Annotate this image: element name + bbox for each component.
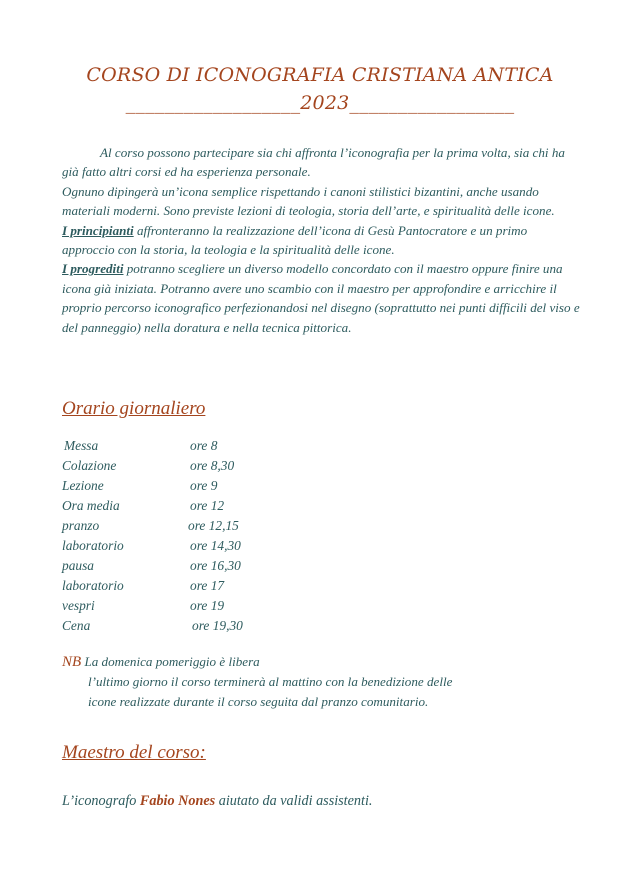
schedule-heading: Orario giornaliero: [62, 398, 206, 419]
beginners-paragraph: [62, 221, 582, 260]
schedule-activity: Colazione: [62, 458, 117, 473]
beginners-label: I principianti: [62, 222, 134, 238]
teacher-line: [62, 793, 372, 810]
notes-line: icone realizzate durante il corso seguita dal pranzo comunitario.: [88, 693, 429, 709]
schedule-time: ore 16,30: [190, 558, 241, 573]
schedule-row: [62, 438, 362, 458]
schedule-time: ore 8: [190, 438, 218, 453]
schedule-row: [62, 618, 362, 638]
schedule-row: [62, 558, 362, 578]
schedule-activity: vespri: [62, 598, 95, 613]
advanced-label: I progrediti: [62, 261, 124, 277]
intro-section: [62, 143, 582, 337]
schedule-time: ore 19,30: [192, 618, 243, 633]
notes-line: [62, 652, 582, 672]
schedule-activity: Messa: [64, 438, 99, 453]
beginners-text: affronteranno la realizzazione dell’icona di Gesù Pantocratore e un primo approccio con la storia, la teologia e la spiritualità delle icone.: [62, 222, 528, 258]
schedule-row: [62, 578, 362, 598]
schedule-row: [62, 498, 362, 518]
schedule-activity: Lezione: [62, 478, 104, 493]
teacher-name: Fabio Nones: [139, 793, 216, 809]
schedule-activity: Cena: [62, 618, 91, 633]
course-year-line: __________________2023_________________: [125, 92, 515, 114]
schedule-time: ore 9: [190, 478, 218, 493]
schedule-row: [62, 478, 362, 498]
schedule-activity: pranzo: [62, 518, 100, 533]
advanced-paragraph: [62, 259, 582, 337]
teacher-heading: Maestro del corso:: [62, 742, 206, 763]
teacher-prefix: L’iconografo: [62, 793, 140, 809]
teacher-suffix: aiutato da validi assistenti.: [215, 793, 373, 809]
notes-section: [62, 652, 582, 711]
schedule-row: [62, 538, 362, 558]
schedule-table: [62, 438, 362, 638]
schedule-row: [62, 518, 362, 538]
schedule-row: [62, 598, 362, 618]
schedule-time: ore 19: [190, 598, 225, 613]
schedule-time: ore 12: [190, 498, 225, 513]
schedule-activity: pausa: [62, 558, 94, 573]
advanced-text: potranno scegliere un diverso modello concordato con il maestro oppure finire una icona già iniziata. Potranno avere uno scambio con il maestro per approfondire e arricchire il proprio percorso iconografico perfezionandosi nel disegno (soprattutto nei punti difficili del viso e del panneggio) nella doratura e nella tecnica pittorica.: [62, 261, 580, 335]
schedule-time: ore 17: [190, 578, 225, 593]
schedule-time: ore 14,30: [190, 538, 241, 553]
schedule-time: ore 12,15: [188, 518, 239, 533]
schedule-row: [62, 458, 362, 478]
notes-line: l’ultimo giorno il corso terminerà al mattino con la benedizione delle: [88, 674, 453, 690]
schedule-activity: laboratorio: [62, 578, 124, 593]
intro-paragraph: Al corso possono partecipare sia chi affronta l’iconografia per la prima volta, sia chi ha già fatto altri corsi ed ha esperienza personale.: [62, 145, 565, 180]
nb-label: NB: [62, 654, 82, 670]
course-title: CORSO DI ICONOGRAFIA CRISTIANA ANTICA: [86, 64, 554, 86]
intro-paragraph-style: Ognuno dipingerà un’icona semplice rispettando i canoni stilistici bizantini, anche usando materiali moderni. Sono previste lezioni di teologia, storia dell’arte, e spiritualità delle icone.: [62, 183, 555, 219]
schedule-activity: laboratorio: [62, 538, 124, 553]
schedule-activity: Ora media: [62, 498, 120, 513]
notes-text: La domenica pomeriggio è libera: [81, 654, 260, 669]
schedule-time: ore 8,30: [190, 458, 235, 473]
